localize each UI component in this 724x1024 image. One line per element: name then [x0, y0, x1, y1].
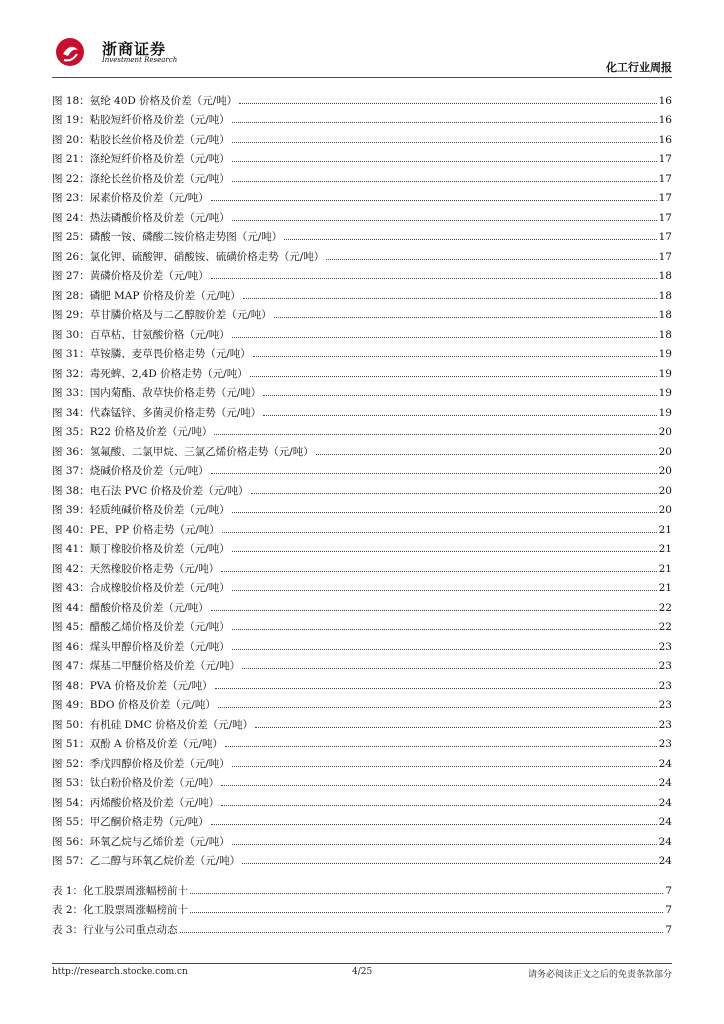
figure-toc-entry[interactable]: [52, 186, 672, 206]
dot-leader: [232, 121, 657, 123]
figure-toc-entry[interactable]: [52, 420, 672, 440]
dot-leader: [263, 394, 656, 396]
figure-toc-page-number: 24: [658, 816, 672, 828]
figure-toc-label: 图 45：醋酸乙烯价格及价差（元/吨）: [52, 621, 230, 633]
dot-leader: [232, 550, 657, 552]
figure-toc-page-number: 16: [658, 133, 672, 146]
figure-toc-page-number: 17: [658, 231, 672, 243]
figure-toc-entry[interactable]: [52, 712, 672, 732]
figure-toc-entry[interactable]: [52, 361, 672, 381]
company-logo: [52, 34, 192, 74]
figure-toc-entry[interactable]: [52, 108, 672, 128]
figure-toc-label: 图 24：热法磷酸价格及价差（元/吨）: [52, 211, 230, 224]
dot-leader: [232, 141, 657, 143]
figure-toc-page-number: 17: [658, 250, 672, 263]
figure-toc-page-number: 23: [658, 660, 672, 672]
dot-leader: [232, 765, 657, 767]
figure-toc-entry[interactable]: [52, 381, 672, 401]
figure-toc-page-number: 24: [658, 757, 672, 770]
dot-leader: [211, 199, 657, 201]
figure-toc-entry[interactable]: [52, 264, 672, 284]
figure-toc-entry[interactable]: [52, 771, 672, 791]
figure-toc-entry[interactable]: [52, 225, 672, 245]
dot-leader: [232, 843, 657, 845]
figure-toc-entry[interactable]: [52, 166, 672, 186]
table-of-contents: [52, 88, 672, 937]
figure-toc-label: 图 30：百草枯、甘氨酸价格（元/吨）: [52, 328, 230, 341]
logo-text-cn: 浙商证券: [102, 40, 167, 58]
dot-leader: [190, 892, 663, 894]
figure-toc-page-number: 19: [658, 406, 672, 419]
figure-toc-label: 图 25：磷酸一铵、磷酸二铵价格走势图（元/吨）: [52, 231, 283, 243]
disclaimer-note: 请务必阅读正文之后的免责条款部分: [527, 970, 672, 980]
figure-toc-page-number: 20: [658, 465, 672, 477]
figure-toc-entry[interactable]: [52, 498, 672, 518]
figure-toc-entry[interactable]: [52, 342, 672, 362]
figure-toc-label: 图 28：磷肥 MAP 价格及价差（元/吨）: [52, 289, 241, 302]
footer-url-link[interactable]: http://research.stocke.com.cn: [52, 967, 188, 977]
figure-toc-entry[interactable]: [52, 732, 672, 752]
dot-leader: [232, 180, 657, 182]
figure-toc-label: 图 35：R22 价格及价差（元/吨）: [52, 426, 213, 438]
figure-toc-entry[interactable]: [52, 283, 672, 303]
figure-toc-entry[interactable]: [52, 459, 672, 479]
figure-toc-label: 图 44：醋酸价格及价差（元/吨）: [52, 601, 209, 614]
dot-leader: [242, 862, 656, 864]
figure-toc-entry[interactable]: [52, 205, 672, 225]
dot-leader: [232, 160, 657, 162]
figure-toc-page-number: 23: [658, 679, 672, 692]
figure-toc-entry[interactable]: [52, 849, 672, 869]
figure-toc-page-number: 17: [658, 192, 672, 204]
figure-toc-entry[interactable]: [52, 478, 672, 498]
figure-toc-page-number: 21: [658, 582, 672, 594]
figure-toc-label: 图 34：代森锰锌、多菌灵价格走势（元/吨）: [52, 406, 262, 419]
dot-leader: [211, 609, 657, 611]
page-number: 4/25: [352, 967, 373, 977]
figure-toc-entry[interactable]: [52, 693, 672, 713]
figure-toc-page-number: 20: [658, 504, 672, 516]
figure-toc-label: 图 57：乙二醇与环氧乙烷价差（元/吨）: [52, 855, 241, 867]
logo-icon: [54, 36, 86, 68]
figure-toc-entry[interactable]: [52, 88, 672, 108]
table-toc-label: 表 2：化工股票周涨幅榜前十: [52, 904, 189, 916]
table-toc-page-number: 7: [665, 923, 672, 936]
figure-toc-label: 图 52：季戊四醇价格及价差（元/吨）: [52, 757, 230, 770]
figure-toc-label: 图 21：涤纶短纤价格及价差（元/吨）: [52, 153, 230, 165]
figure-toc-page-number: 17: [658, 153, 672, 165]
figure-toc-entry[interactable]: [52, 790, 672, 810]
figure-toc-page-number: 18: [658, 328, 672, 341]
dot-leader: [232, 219, 657, 221]
figure-toc-page-number: 24: [658, 777, 672, 789]
dot-leader: [190, 911, 663, 913]
figure-toc-label: 图 48：PVA 价格及价差（元/吨）: [52, 679, 213, 692]
figure-toc-entry[interactable]: [52, 244, 672, 264]
figure-toc-label: 图 41：顺丁橡胶价格及价差（元/吨）: [52, 543, 230, 555]
dot-leader: [316, 453, 657, 455]
figure-toc-label: 图 26：氯化钾、硫酸钾、硝酸铵、硫磺价格走势（元/吨）: [52, 250, 325, 263]
figure-toc-label: 图 19：粘胶短纤价格及价差（元/吨）: [52, 114, 230, 126]
section-gap: [52, 868, 672, 878]
figure-toc-entry[interactable]: [52, 615, 672, 635]
figure-toc-label: 图 23：尿素价格及价差（元/吨）: [52, 192, 209, 204]
dot-leader: [211, 472, 657, 474]
dot-leader: [218, 706, 657, 708]
dot-leader: [225, 745, 657, 747]
figure-toc-page-number: 19: [658, 348, 672, 360]
dot-leader: [274, 316, 657, 318]
table-toc-entry[interactable]: [52, 878, 672, 898]
table-toc-entry[interactable]: [52, 917, 672, 937]
figure-toc-page-number: 19: [658, 387, 672, 399]
figure-toc-entry[interactable]: [52, 576, 672, 596]
figure-toc-page-number: 23: [658, 718, 672, 731]
table-toc-label: 表 3：行业与公司重点动态: [52, 923, 178, 936]
figure-toc-page-number: 17: [658, 211, 672, 224]
dot-leader: [232, 589, 657, 591]
figure-toc-label: 图 38：电石法 PVC 价格及价差（元/吨）: [52, 484, 249, 497]
dot-leader: [232, 648, 657, 650]
figure-toc-page-number: 16: [658, 94, 672, 107]
figure-toc-page-number: 16: [658, 114, 672, 126]
figure-toc-entry[interactable]: [52, 517, 672, 537]
dot-leader: [232, 628, 657, 630]
figure-toc-page-number: 17: [658, 172, 672, 185]
figure-toc-label: 图 47：煤基二甲醚价格及价差（元/吨）: [52, 660, 241, 672]
figure-toc-page-number: 24: [658, 855, 672, 867]
dot-leader: [239, 102, 656, 104]
dot-leader: [326, 258, 656, 260]
figure-toc-entry[interactable]: [52, 322, 672, 342]
figure-toc-entry[interactable]: [52, 751, 672, 771]
figure-toc-label: 图 54：丙烯酸价格及价差（元/吨）: [52, 796, 220, 809]
dot-leader: [232, 336, 657, 338]
figure-toc-label: 图 32：毒死蜱、2,4D 价格走势（元/吨）: [52, 367, 248, 380]
dot-leader: [221, 784, 656, 786]
dot-leader: [214, 433, 656, 435]
figure-toc-entry[interactable]: [52, 303, 672, 323]
dot-leader: [211, 277, 657, 279]
figure-toc-page-number: 19: [658, 367, 672, 380]
figure-toc-label: 图 33：国内菊酯、敌草快价格走势（元/吨）: [52, 387, 262, 399]
figure-toc-label: 图 39：轻质纯碱价格及价差（元/吨）: [52, 504, 230, 516]
figure-toc-page-number: 23: [658, 738, 672, 750]
figure-toc-page-number: 23: [658, 640, 672, 653]
figure-toc-entry[interactable]: [52, 595, 672, 615]
table-toc-label: 表 1：化工股票周涨幅榜前十: [52, 884, 189, 897]
dot-leader: [251, 492, 657, 494]
table-toc-page-number: 7: [665, 904, 672, 916]
figure-toc-page-number: 21: [658, 562, 672, 575]
figure-toc-page-number: 18: [658, 270, 672, 282]
figure-toc-label: 图 36：氢氟酸、二氯甲烷、三氯乙烯价格走势（元/吨）: [52, 445, 314, 458]
figure-toc-entry[interactable]: [52, 829, 672, 849]
figure-toc-label: 图 46：煤头甲醇价格及价差（元/吨）: [52, 640, 230, 653]
figure-toc-entry[interactable]: [52, 654, 672, 674]
figure-toc-entry[interactable]: [52, 673, 672, 693]
figure-toc-entry[interactable]: [52, 400, 672, 420]
figure-toc-label: 图 56：环氧乙烷与乙烯价差（元/吨）: [52, 835, 230, 848]
figure-toc-label: 图 22：涤纶长丝价格及价差（元/吨）: [52, 172, 230, 185]
figure-toc-label: 图 27：黄磷价格及价差（元/吨）: [52, 270, 209, 282]
figure-toc-label: 图 29：草甘膦价格及与二乙醇胺价差（元/吨）: [52, 309, 272, 321]
figure-toc-page-number: 24: [658, 796, 672, 809]
figure-toc-entry[interactable]: [52, 556, 672, 576]
figure-toc-page-number: 18: [658, 289, 672, 302]
dot-leader: [243, 297, 657, 299]
dot-leader: [222, 531, 657, 533]
figure-toc-label: 图 49：BDO 价格及价差（元/吨）: [52, 699, 216, 711]
figure-toc-entry[interactable]: [52, 147, 672, 167]
dot-leader: [232, 511, 657, 513]
table-toc-page-number: 7: [665, 884, 672, 897]
figure-toc-page-number: 20: [658, 484, 672, 497]
figure-toc-page-number: 23: [658, 699, 672, 711]
figure-toc-page-number: 22: [658, 601, 672, 614]
report-type-title: 化工行业周报: [606, 61, 672, 74]
figure-toc-label: 图 53：钛白粉价格及价差（元/吨）: [52, 777, 220, 789]
logo-text-en: Investment Research: [102, 56, 178, 64]
figure-toc-page-number: 18: [658, 309, 672, 321]
figure-toc-label: 图 51：双酚 A 价格及价差（元/吨）: [52, 738, 223, 750]
figure-toc-label: 图 50：有机硅 DMC 价格及价差（元/吨）: [52, 718, 254, 731]
dot-leader: [284, 238, 656, 240]
figure-toc-entry[interactable]: [52, 537, 672, 557]
figure-toc-page-number: 22: [658, 621, 672, 633]
footer-divider: [52, 963, 672, 964]
figure-toc-label: 图 37：烧碱价格及价差（元/吨）: [52, 465, 209, 477]
page-header: [52, 34, 672, 76]
figure-toc-label: 图 43：合成橡胶价格及价差（元/吨）: [52, 582, 230, 594]
figure-toc-entry[interactable]: [52, 810, 672, 830]
dot-leader: [215, 687, 657, 689]
figure-toc-entry[interactable]: [52, 439, 672, 459]
figure-toc-label: 图 20：粘胶长丝价格及价差（元/吨）: [52, 133, 230, 146]
dot-leader: [250, 375, 657, 377]
figure-toc-page-number: 21: [658, 543, 672, 555]
figure-toc-entry[interactable]: [52, 127, 672, 147]
figure-toc-label: 图 55：甲乙酮价格走势（元/吨）: [52, 816, 209, 828]
dot-leader: [180, 931, 664, 933]
figure-toc-label: 图 42：天然橡胶价格走势（元/吨）: [52, 562, 220, 575]
figure-toc-label: 图 40：PE、PP 价格走势（元/吨）: [52, 523, 220, 536]
figure-toc-page-number: 20: [658, 426, 672, 438]
dot-leader: [221, 804, 656, 806]
table-toc-entry[interactable]: [52, 898, 672, 918]
dot-leader: [221, 570, 656, 572]
figure-toc-label: 图 31：草铵膦、麦草畏价格走势（元/吨）: [52, 348, 251, 360]
figure-toc-page-number: 21: [658, 523, 672, 536]
dot-leader: [242, 667, 656, 669]
dot-leader: [211, 823, 657, 825]
dot-leader: [263, 414, 656, 416]
dot-leader: [255, 726, 657, 728]
figure-toc-page-number: 24: [658, 835, 672, 848]
header-divider: [52, 77, 672, 78]
figure-toc-label: 图 18：氨纶 40D 价格及价差（元/吨）: [52, 94, 238, 107]
figure-toc-page-number: 20: [658, 445, 672, 458]
figure-toc-entry[interactable]: [52, 634, 672, 654]
dot-leader: [253, 355, 657, 357]
